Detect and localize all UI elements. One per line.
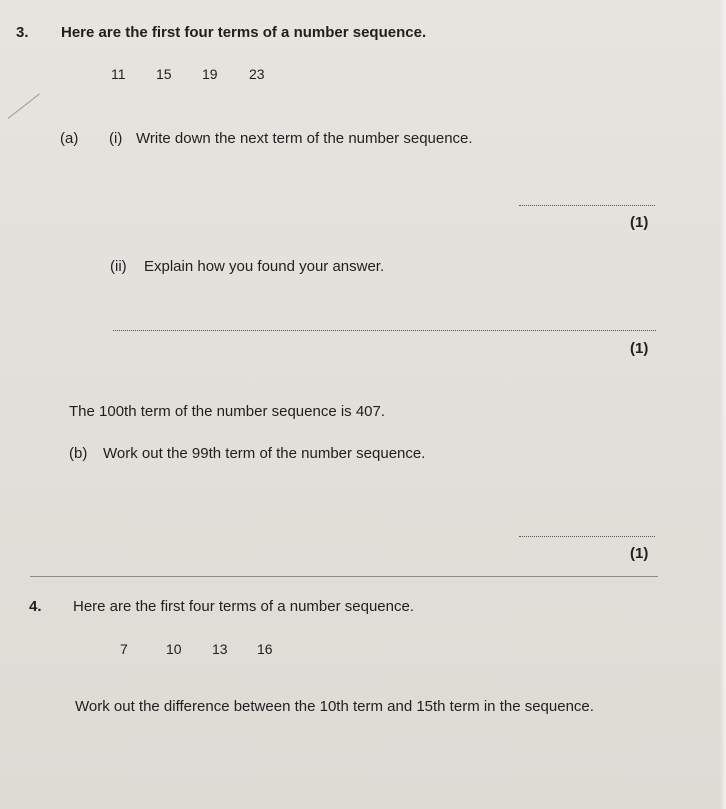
part-b-label: (b) — [69, 445, 88, 462]
answer-line-a-i[interactable] — [519, 205, 655, 206]
page-corner-line — [8, 93, 40, 118]
part-b-marks: (1) — [630, 545, 649, 562]
part-a-ii-label: (ii) — [110, 258, 127, 275]
question-4-number: 4. — [29, 598, 42, 615]
part-a-i-question: Write down the next term of the number sequence. — [136, 130, 473, 147]
sequence-term: 11 — [111, 66, 126, 82]
answer-line-a-ii[interactable] — [113, 330, 656, 331]
sequence-term: 15 — [156, 66, 172, 82]
sequence-term: 23 — [249, 66, 265, 82]
part-a-i-label: (i) — [109, 130, 123, 147]
sequence-term: 10 — [166, 641, 182, 657]
part-a-ii-question: Explain how you found your answer. — [144, 258, 385, 275]
page-edge-shadow — [720, 0, 726, 809]
sequence-term: 7 — [120, 641, 128, 657]
part-b-question: Work out the 99th term of the number sequence. — [103, 445, 426, 462]
part-a-ii-marks: (1) — [630, 340, 649, 357]
question-3-intro: Here are the first four terms of a number sequence. — [61, 24, 427, 41]
sequence-term: 16 — [257, 641, 273, 657]
sequence-term: 19 — [202, 66, 218, 82]
part-a-label: (a) — [60, 130, 79, 147]
answer-line-b[interactable] — [519, 536, 655, 537]
part-a-i-marks: (1) — [630, 214, 649, 231]
sequence-term: 13 — [212, 641, 228, 657]
question-divider — [30, 576, 658, 577]
statement-100th-term: The 100th term of the number sequence is 407. — [69, 403, 386, 420]
question-4-intro: Here are the first four terms of a number sequence. — [73, 598, 414, 615]
question-4-task: Work out the difference between the 10th term and 15th term in the sequence. — [75, 698, 594, 715]
question-3-number: 3. — [16, 24, 29, 41]
